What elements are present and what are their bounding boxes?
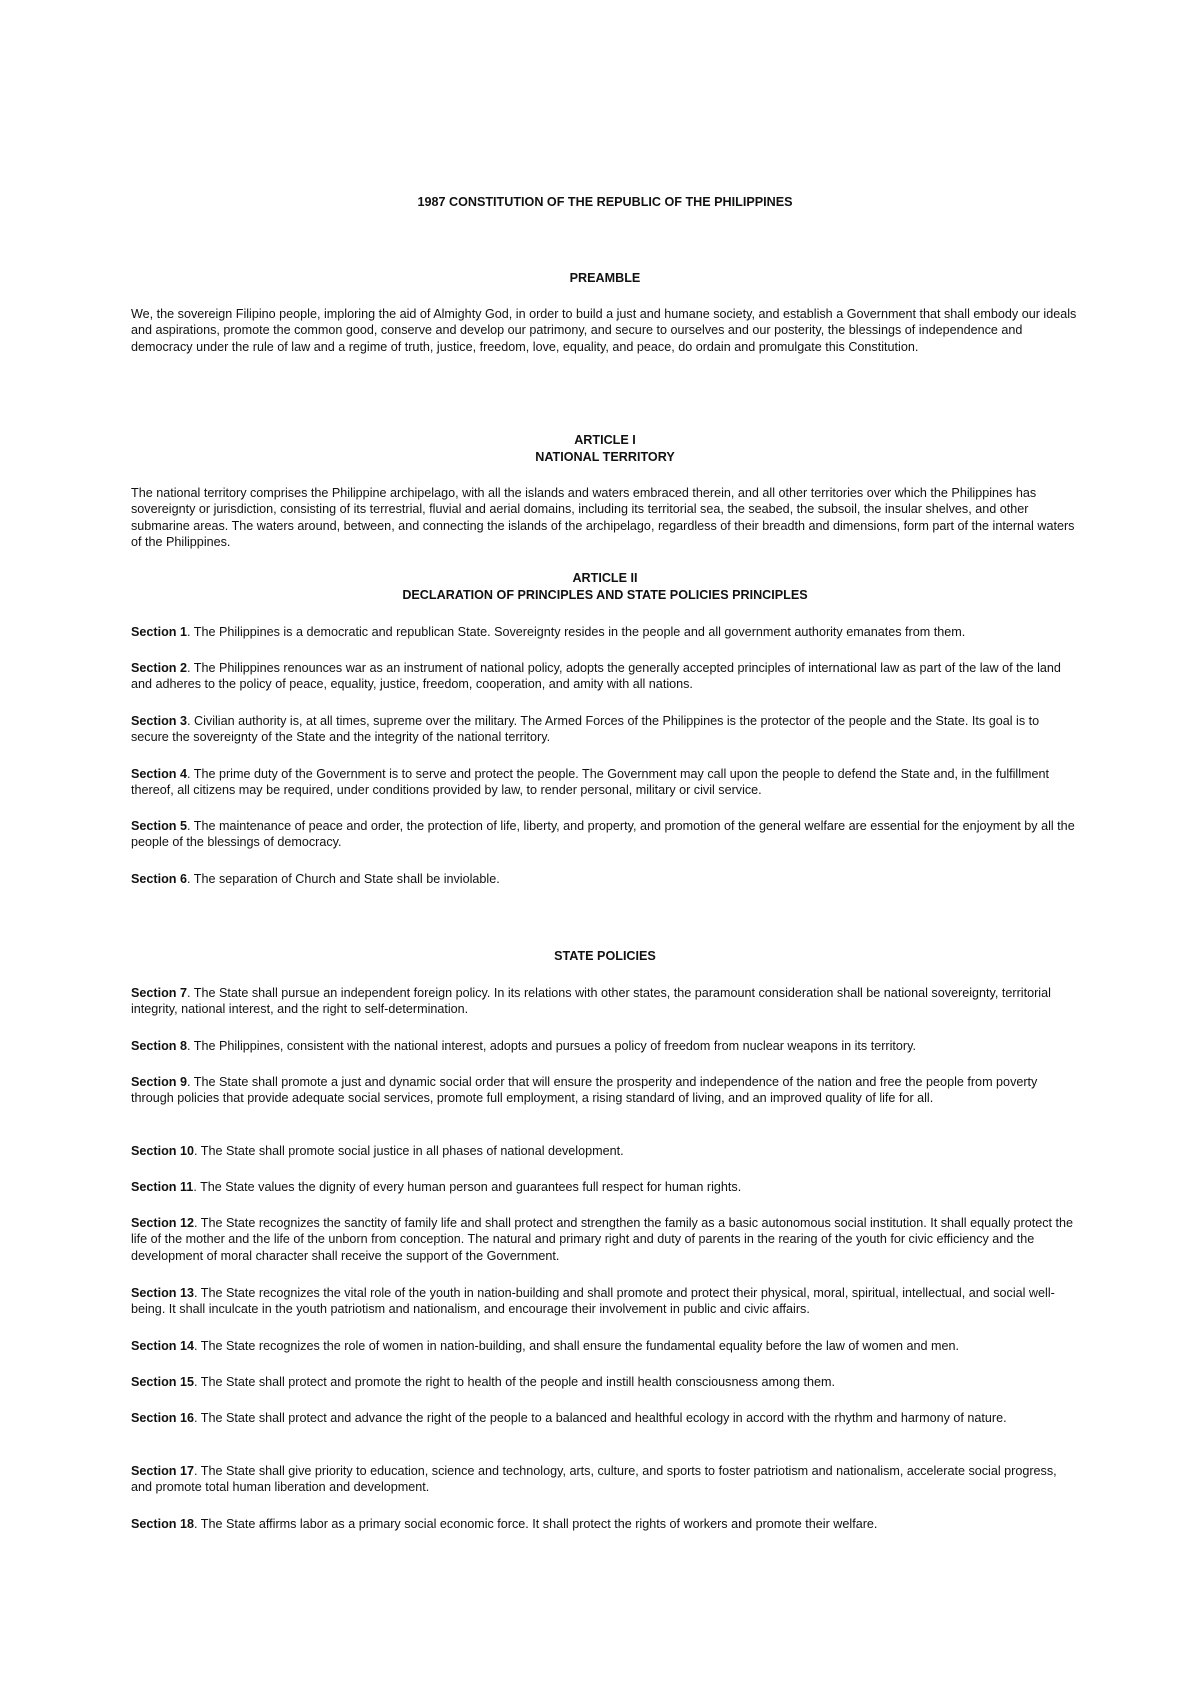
preamble-heading: PREAMBLE	[569, 271, 641, 285]
section-label: Section 12	[131, 1216, 194, 1230]
section-label: Section 13	[131, 1286, 194, 1300]
section-text: . The State values the dignity of every human person and guarantees full respect for human rights.	[193, 1180, 742, 1194]
section-text: . The State shall protect and promote the right to health of the people and instill health consciousness among them.	[194, 1375, 836, 1389]
section-1	[131, 624, 1079, 640]
section-text: . The Philippines is a democratic and republican State. Sovereignty resides in the people and all government authority emanates from them.	[187, 625, 966, 639]
section-label: Section 4	[131, 767, 187, 781]
section-3	[131, 713, 1079, 746]
section-text: . Civilian authority is, at all times, supreme over the military. The Armed Forces of the Philippines is the protector of the people and the State. Its goal is to secure the sovereignty of the State and the integrity of the national territory.	[131, 714, 1040, 745]
section-14	[131, 1338, 1079, 1354]
section-11	[131, 1179, 1079, 1195]
section-label: Section 3	[131, 714, 187, 728]
preamble-text: We, the sovereign Filipino people, imploring the aid of Almighty God, in order to build a just and humane society, and establish a Government that shall embody our ideals and aspirations, promote the common good, conserve and develop our patrimony, and secure to ourselves and our posterity, the blessings of independence and democracy under the rule of law and a regime of truth, justice, freedom, love, equality, and peace, do ordain and promulgate this Constitution.	[131, 307, 1077, 354]
article-2-title: DECLARATION OF PRINCIPLES AND STATE POLICIES PRINCIPLES	[402, 588, 808, 602]
section-8	[131, 1038, 1079, 1054]
article-2-number: ARTICLE II	[572, 571, 638, 585]
section-text: . The Philippines, consistent with the national interest, adopts and pursues a policy of freedom from nuclear weapons in its territory.	[187, 1039, 916, 1053]
section-17	[131, 1463, 1079, 1496]
section-6	[131, 871, 1079, 887]
section-4	[131, 766, 1079, 799]
section-label: Section 8	[131, 1039, 187, 1053]
section-text: . The State recognizes the sanctity of family life and shall protect and strengthen the family as a basic autonomous social institution. It shall equally protect the life of the mother and the life of the unborn from conception. The natural and primary right and duty of parents in the rearing of the youth for civic efficiency and the development of moral character shall receive the support of the Government.	[131, 1216, 1074, 1263]
section-15	[131, 1374, 1079, 1390]
section-16	[131, 1410, 1079, 1426]
section-text: . The State shall give priority to education, science and technology, arts, culture, and sports to foster patriotism and nationalism, accelerate social progress, and promote total human liberation and development.	[131, 1464, 1057, 1495]
section-label: Section 7	[131, 986, 187, 1000]
section-label: Section 18	[131, 1517, 194, 1531]
section-18	[131, 1516, 1079, 1532]
section-text: . The separation of Church and State shall be inviolable.	[187, 872, 500, 886]
section-text: . The Philippines renounces war as an instrument of national policy, adopts the generally accepted principles of international law as part of the law of the land and adheres to the policy of peace, equality, justice, freedom, cooperation, and amity with all nations.	[131, 661, 1061, 692]
section-text: . The State recognizes the vital role of the youth in nation-building and shall promote and protect their physical, moral, spiritual, intellectual, and social well-being. It shall inculcate in the youth patriotism and nationalism, and encourage their involvement in public and civic affairs.	[131, 1286, 1055, 1317]
section-5	[131, 818, 1079, 851]
section-text: . The State shall protect and advance the right of the people to a balanced and healthful ecology in accord with the rhythm and harmony of nature.	[194, 1411, 1007, 1425]
section-label: Section 9	[131, 1075, 187, 1089]
section-9	[131, 1074, 1079, 1107]
section-text: . The State affirms labor as a primary social economic force. It shall protect the rights of workers and promote their welfare.	[194, 1517, 878, 1531]
section-13	[131, 1285, 1079, 1318]
section-label: Section 2	[131, 661, 187, 675]
article-1-text: The national territory comprises the Philippine archipelago, with all the islands and waters embraced therein, and all other territories over which the Philippines has sovereignty or jurisdiction, consisting of its terrestrial, fluvial and aerial domains, including its territorial sea, the seabed, the subsoil, the insular shelves, and other submarine areas. The waters around, between, and connecting the islands of the archipelago, regardless of their breadth and dimensions, form part of the internal waters of the Philippines.	[131, 486, 1075, 550]
section-text: . The State shall promote social justice in all phases of national development.	[194, 1144, 624, 1158]
section-label: Section 15	[131, 1375, 194, 1389]
section-label: Section 1	[131, 625, 187, 639]
section-text: . The State shall pursue an independent foreign policy. In its relations with other states, the paramount consideration shall be national sovereignty, territorial integrity, national interest, and the right to self-determination.	[131, 986, 1051, 1017]
section-label: Section 11	[131, 1180, 194, 1194]
section-label: Section 6	[131, 872, 187, 886]
section-text: . The State shall promote a just and dynamic social order that will ensure the prosperity and independence of the nation and free the people from poverty through policies that provide adequate social services, promote full employment, a rising standard of living, and an improved quality of life for all.	[131, 1075, 1038, 1106]
section-7	[131, 985, 1079, 1018]
section-2	[131, 660, 1079, 693]
section-text: . The prime duty of the Government is to serve and protect the people. The Government may call upon the people to defend the State and, in the fulfillment thereof, all citizens may be required, under conditions provided by law, to render personal, military or civil service.	[131, 767, 1050, 798]
section-label: Section 5	[131, 819, 187, 833]
section-text: . The State recognizes the role of women in nation-building, and shall ensure the fundamental equality before the law of women and men.	[194, 1339, 959, 1353]
section-label: Section 16	[131, 1411, 194, 1425]
article-1-number: ARTICLE I	[574, 433, 636, 447]
state-policies-heading: STATE POLICIES	[554, 949, 656, 963]
document-title: 1987 CONSTITUTION OF THE REPUBLIC OF THE PHILIPPINES	[417, 195, 793, 209]
section-12	[131, 1215, 1079, 1264]
section-10	[131, 1143, 1079, 1159]
section-label: Section 10	[131, 1144, 194, 1158]
section-text: . The maintenance of peace and order, the protection of life, liberty, and property, and promotion of the general welfare are essential for the enjoyment by all the people of the blessings of democracy.	[131, 819, 1075, 850]
article-1-title: NATIONAL TERRITORY	[535, 450, 675, 464]
section-label: Section 14	[131, 1339, 194, 1353]
section-label: Section 17	[131, 1464, 194, 1478]
